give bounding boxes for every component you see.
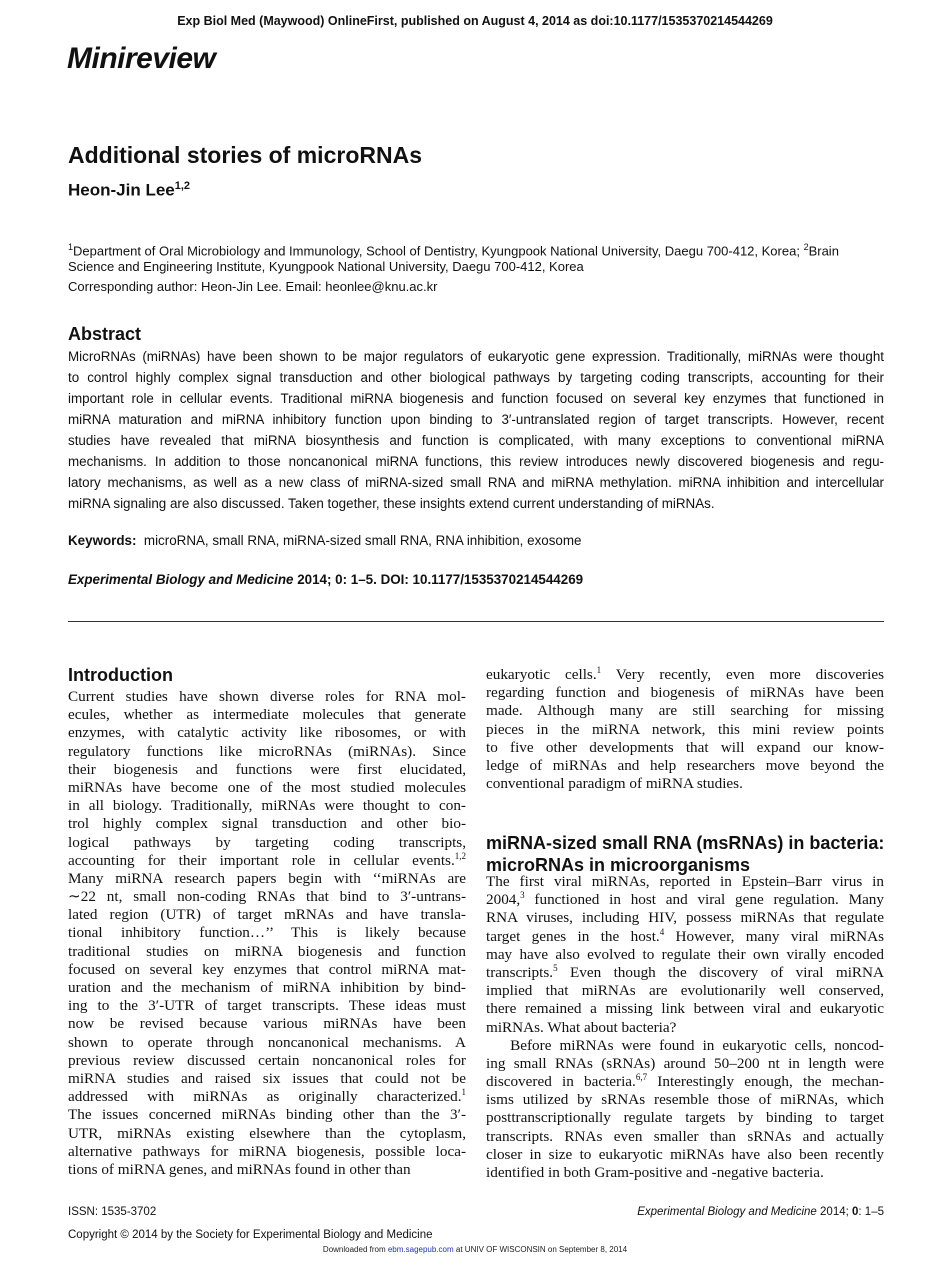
text-line: 2004,$^3$ functioned in host and viral gene regulation. Many [486, 890, 884, 909]
text-line: ecules, whether as intermediate molecules that generate [68, 706, 466, 724]
citation-superscript: 4 [659, 926, 665, 937]
text-line: miRNAs have become one of the most studied molecules [68, 778, 466, 796]
introduction-heading: Introduction [68, 665, 173, 685]
text-line: miRNA signaling are also discussed. Taken together, these insights extend current understanding of miRNAs. [68, 496, 715, 511]
msrna-heading-line-1: miRNA-sized small RNA (msRNAs) in bacteria: [486, 833, 885, 853]
text-line: eukaryotic cells.$^1$ Very recently, even more discoveries [486, 664, 884, 683]
text-line: their biogenesis and functions were first elucidated, [68, 760, 466, 778]
text-line: ∼22 nt, small non-coding RNAs that bind to 3′-untrans- [68, 888, 466, 906]
article-title: Additional stories of microRNAs [68, 142, 422, 168]
text-line: transcripts.$^5$ Even though the discovery of viral miRNA [486, 962, 884, 981]
text-line: regarding function and biogenesis of miRNAs have been [486, 684, 884, 702]
section-label: Minireview [67, 42, 216, 75]
text-line: pieces in the miRNA network, this mini review points [486, 720, 884, 738]
text-line: uration and the mechanism of miRNA inhibition by bind- [68, 979, 466, 996]
citation-superscript: 5 [553, 962, 558, 973]
msrna-heading-line-2: microRNAs in microorganisms [486, 855, 751, 875]
divider [68, 621, 884, 622]
text-line: latory mechanisms, as well as a new class of miRNA-sized small RNA and miRNA methylation. miRNA inhibition and intercellular [68, 475, 884, 490]
text-line: addressed with miRNAs as originally characterized.$^1$ [68, 1087, 466, 1106]
author-affiliation-sup: 1,2 [174, 180, 191, 192]
text-line: mechanisms. In addition to those noncanonical miRNA functions, this review introduces newly discovered biogenesis and regu- [68, 454, 884, 469]
text-line: The first viral miRNAs, reported in Epstein–Barr virus in [486, 873, 884, 890]
text-line: studies have revealed that miRNA biosynthesis and function is complicated, with many exceptions to conventional miRNA [68, 433, 884, 448]
text-line: Before miRNAs were found in eukaryotic cells, noncod- [486, 1036, 884, 1054]
footer-year: 2014; [816, 1206, 853, 1218]
journal-name: Experimental Biology and Medicine [68, 572, 294, 587]
introduction-text-continued [486, 666, 884, 793]
download-prefix: Downloaded from [322, 1245, 388, 1254]
text-line: ing small RNAs (sRNAs) around 50–200 nt in length were [486, 1054, 884, 1072]
text-line: ing to the 3′-UTR of target transcripts. These ideas must [68, 997, 466, 1015]
issn: ISSN: 1535-3702 [68, 1206, 157, 1218]
text-line: in all biology. Traditionally, miRNAs were thought to con- [68, 797, 466, 815]
text-line: ledge of miRNAs and help researchers move beyond the [486, 756, 884, 774]
text-line: previous review discussed certain noncanonical roles for [68, 1051, 466, 1069]
msrna-text [486, 873, 884, 1182]
text-line: trol highly complex signal transduction and other bio- [68, 815, 466, 833]
corresponding-author: Corresponding author: Heon-Jin Lee. Email: heonlee@knu.ac.kr [68, 279, 438, 294]
text-line: implied that miRNAs are evolutionarily well conserved, [486, 982, 884, 1000]
abstract-heading: Abstract [68, 324, 142, 344]
citation-superscript: 3 [520, 890, 525, 901]
text-line: target genes in the host.$^4$ However, many viral miRNAs [486, 926, 885, 945]
footer-journal [637, 1206, 884, 1218]
text-line: made. Although many are still searching for missing [486, 702, 884, 720]
citation-superscript: 1 [596, 664, 602, 675]
affiliation-line-1: $^1$Department of Oral Microbiology and Immunology, School of Dentistry, Kyungpook National University, Daegu 700-412, Korea; $^2$Brain [68, 242, 839, 259]
text-line: lated region (UTR) of target mRNAs and have transla- [68, 906, 466, 924]
text-line: RNA viruses, including HIV, possess miRNAs that regulate [486, 909, 884, 927]
citation-superscript: 6,7 [635, 1072, 648, 1082]
text-line: MicroRNAs (miRNAs) have been shown to be major regulators of eukaryotic gene expression. Traditionally, miRNAs were thought [68, 349, 884, 364]
text-line: tions of miRNA genes, and miRNAs found in other than [68, 1160, 411, 1178]
text-line: focused on several key enzymes that control miRNA mat- [68, 960, 466, 978]
author [68, 180, 190, 201]
text-line: closer in size to eukaryotic miRNAs have also been recently [486, 1145, 884, 1163]
keywords-label: Keywords: [68, 533, 137, 548]
introduction-text [68, 688, 466, 1179]
text-line: enzymes, with catalytic activity like ribosomes, or with [68, 724, 466, 742]
text-line: miRNA maturation and miRNA inhibitory function upon binding to 3′-untranslated region of target transcripts. However, recent [68, 412, 884, 427]
abstract-text [68, 346, 884, 514]
text-line: The issues concerned miRNAs binding other than the 3′- [68, 1106, 466, 1124]
text-line: UTR, miRNAs existing elsewhere than the cytoplasm, [68, 1124, 466, 1142]
text-line: accounting for their important role in cellular events.$^{1,2}$ [68, 850, 466, 869]
text-line: important role in cellular events. Traditional miRNA biogenesis and function focused on several key enzymes that functioned in [68, 391, 884, 406]
copyright: Copyright © 2014 by the Society for Experimental Biology and Medicine [68, 1229, 433, 1241]
text-line: there remained a missing link between viral and eukaryotic [486, 1000, 884, 1018]
text-line: regulatory functions like microRNAs (miRNAs). Since [68, 742, 466, 760]
text-line: to control highly complex signal transduction and other biological pathways by targeting coding transcripts, accounting for their [68, 370, 884, 385]
running-header: Exp Biol Med (Maywood) OnlineFirst, published on August 4, 2014 as doi:10.1177/1535370214544269 [177, 14, 773, 28]
text-line: miRNA studies and raised six issues that could not be [68, 1069, 466, 1087]
download-suffix: at UNIV OF WISCONSIN on September 8, 2014 [453, 1245, 628, 1254]
text-line: posttranscriptionally regulate targets by binding to target [486, 1109, 884, 1127]
author-name: Heon-Jin Lee [68, 180, 175, 200]
text-line: now be revised because various miRNAs have been [68, 1015, 466, 1033]
text-line: isms utilized by sRNAs resemble those of miRNAs, which [486, 1091, 884, 1109]
text-line: to five other developments that will expand our know- [486, 738, 884, 756]
citation-details: 2014; 0: 1–5. DOI: 10.1177/1535370214544269 [293, 572, 584, 587]
text-line: transcripts. RNAs even smaller than sRNAs and actually [486, 1127, 884, 1145]
affiliation-line-2: Science and Engineering Institute, Kyungpook National University, Daegu 700-412, Korea [68, 259, 584, 274]
text-line: identified in both Gram-positive and -negative bacteria. [486, 1164, 824, 1181]
text-line: Many miRNA research papers begin with ‘‘miRNAs are [68, 869, 466, 887]
text-line: tional inhibitory function…’’ This is likely because [68, 924, 466, 942]
citation-superscript: 2 [803, 242, 809, 252]
text-line: discovered in bacteria.$^{6,7}$ Interestingly enough, the mechan- [486, 1072, 885, 1091]
text-line: may have also evolved to regulate their own virally encoded [486, 945, 884, 963]
download-link[interactable]: ebm.sagepub.com [387, 1245, 454, 1254]
keywords-value: microRNA, small RNA, miRNA-sized small RNA, RNA inhibition, exosome [143, 533, 582, 548]
keywords [68, 533, 581, 548]
citation-superscript: 1 [68, 242, 74, 252]
text-line: miRNAs. What about bacteria? [486, 1018, 677, 1036]
citation-superscript: 1 [461, 1087, 466, 1098]
text-line: Current studies have shown diverse roles for RNA mol- [68, 688, 466, 705]
text-line: shown to operate through noncanonical mechanisms. A [68, 1033, 466, 1051]
footer-volume: 0 [852, 1206, 859, 1218]
footer-pages: : 1–5 [858, 1206, 884, 1218]
text-line: alternative pathways for miRNA biogenesis, possible loca- [68, 1142, 466, 1160]
text-line: conventional paradigm of miRNA studies. [486, 775, 743, 793]
footer-journal-name: Experimental Biology and Medicine [637, 1206, 817, 1218]
text-line: traditional studies on miRNA biogenesis and function [68, 942, 466, 960]
text-line: logical pathways by targeting coding transcripts, [68, 833, 466, 851]
download-notice [0, 1245, 950, 1254]
citation-superscript: 1,2 [454, 850, 466, 861]
msrna-heading [486, 832, 884, 876]
journal-citation [68, 572, 583, 587]
